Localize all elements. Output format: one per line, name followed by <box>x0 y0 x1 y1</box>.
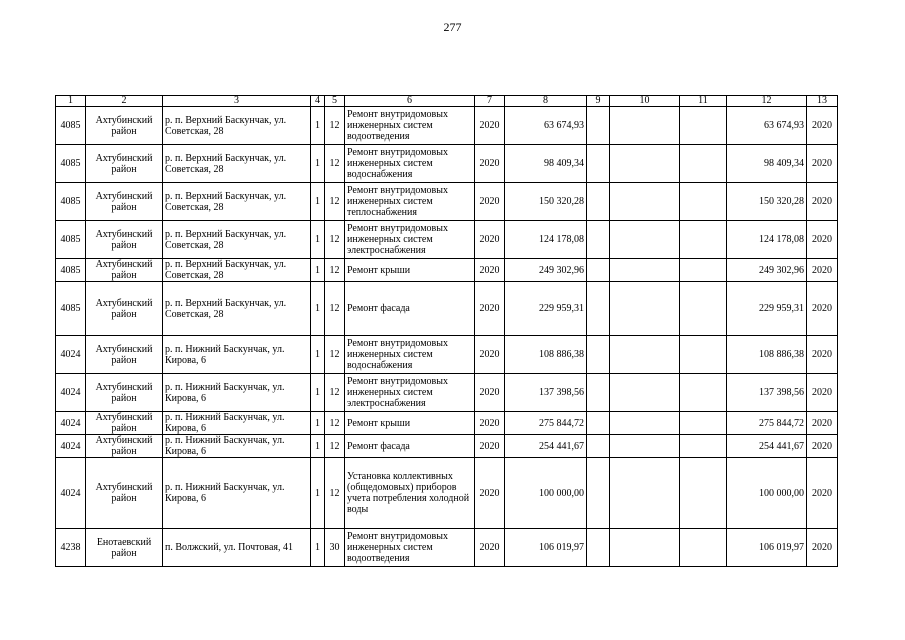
year-cell: 2020 <box>475 529 505 567</box>
table-row <box>56 183 838 221</box>
district-cell: Ахтубинский район <box>86 282 163 336</box>
district-cell: Ахтубинский район <box>86 412 163 435</box>
row-id: 4085 <box>56 259 86 282</box>
address-cell: р. п. Нижний Баскунчак, ул. Кирова, 6 <box>163 374 311 412</box>
column-header: 8 <box>505 96 587 107</box>
column-header: 1 <box>56 96 86 107</box>
completion-year-cell: 2020 <box>807 282 838 336</box>
work-type-cell: Ремонт внутридомовых инженерных систем электроснабжения <box>345 374 475 412</box>
table-row <box>56 259 838 282</box>
year-cell: 2020 <box>475 336 505 374</box>
register-table <box>55 95 838 567</box>
work-type-cell: Ремонт внутридомовых инженерных систем водоотведения <box>345 529 475 567</box>
column-header: 3 <box>163 96 311 107</box>
col5-cell: 12 <box>325 458 345 529</box>
address-cell: р. п. Верхний Баскунчак, ул. Советская, 28 <box>163 183 311 221</box>
col9-cell <box>587 145 610 183</box>
row-id: 4024 <box>56 374 86 412</box>
table-row <box>56 336 838 374</box>
district-cell: Ахтубинский район <box>86 183 163 221</box>
col5-cell: 12 <box>325 145 345 183</box>
district-cell: Ахтубинский район <box>86 458 163 529</box>
amount-cell: 124 178,08 <box>505 221 587 259</box>
col4-cell: 1 <box>311 458 325 529</box>
col11-cell <box>680 221 727 259</box>
total-amount-cell: 275 844,72 <box>727 412 807 435</box>
amount-cell: 108 886,38 <box>505 336 587 374</box>
col10-cell <box>610 259 680 282</box>
address-cell: р. п. Нижний Баскунчак, ул. Кирова, 6 <box>163 336 311 374</box>
district-cell: Ахтубинский район <box>86 374 163 412</box>
completion-year-cell: 2020 <box>807 412 838 435</box>
table-row <box>56 412 838 435</box>
row-id: 4085 <box>56 145 86 183</box>
address-cell: р. п. Верхний Баскунчак, ул. Советская, 28 <box>163 107 311 145</box>
amount-cell: 137 398,56 <box>505 374 587 412</box>
work-type-cell: Ремонт внутридомовых инженерных систем теплоснабжения <box>345 183 475 221</box>
table-row <box>56 221 838 259</box>
address-cell: р. п. Верхний Баскунчак, ул. Советская, 28 <box>163 259 311 282</box>
row-id: 4238 <box>56 529 86 567</box>
col10-cell <box>610 435 680 458</box>
year-cell: 2020 <box>475 412 505 435</box>
row-id: 4085 <box>56 183 86 221</box>
col11-cell <box>680 412 727 435</box>
total-amount-cell: 100 000,00 <box>727 458 807 529</box>
amount-cell: 229 959,31 <box>505 282 587 336</box>
address-cell: р. п. Нижний Баскунчак, ул. Кирова, 6 <box>163 458 311 529</box>
work-type-cell: Ремонт крыши <box>345 259 475 282</box>
row-id: 4024 <box>56 336 86 374</box>
district-cell: Ахтубинский район <box>86 221 163 259</box>
address-cell: п. Волжский, ул. Почтовая, 41 <box>163 529 311 567</box>
col5-cell: 12 <box>325 336 345 374</box>
year-cell: 2020 <box>475 221 505 259</box>
year-cell: 2020 <box>475 458 505 529</box>
completion-year-cell: 2020 <box>807 221 838 259</box>
col4-cell: 1 <box>311 529 325 567</box>
total-amount-cell: 63 674,93 <box>727 107 807 145</box>
total-amount-cell: 108 886,38 <box>727 336 807 374</box>
col9-cell <box>587 221 610 259</box>
col9-cell <box>587 107 610 145</box>
amount-cell: 275 844,72 <box>505 412 587 435</box>
district-cell: Ахтубинский район <box>86 107 163 145</box>
amount-cell: 106 019,97 <box>505 529 587 567</box>
work-type-cell: Ремонт внутридомовых инженерных систем водоснабжения <box>345 145 475 183</box>
col5-cell: 12 <box>325 435 345 458</box>
col11-cell <box>680 458 727 529</box>
col5-cell: 12 <box>325 107 345 145</box>
col9-cell <box>587 336 610 374</box>
col4-cell: 1 <box>311 221 325 259</box>
col5-cell: 12 <box>325 221 345 259</box>
column-header: 7 <box>475 96 505 107</box>
row-id: 4085 <box>56 282 86 336</box>
page-number: 277 <box>443 20 462 34</box>
amount-cell: 150 320,28 <box>505 183 587 221</box>
row-id: 4085 <box>56 221 86 259</box>
col4-cell: 1 <box>311 183 325 221</box>
col10-cell <box>610 221 680 259</box>
row-id: 4024 <box>56 458 86 529</box>
completion-year-cell: 2020 <box>807 336 838 374</box>
col11-cell <box>680 107 727 145</box>
completion-year-cell: 2020 <box>807 458 838 529</box>
col11-cell <box>680 183 727 221</box>
col9-cell <box>587 458 610 529</box>
table-row <box>56 458 838 529</box>
total-amount-cell: 137 398,56 <box>727 374 807 412</box>
total-amount-cell: 150 320,28 <box>727 183 807 221</box>
row-id: 4024 <box>56 412 86 435</box>
col10-cell <box>610 107 680 145</box>
col11-cell <box>680 145 727 183</box>
work-type-cell: Ремонт крыши <box>345 412 475 435</box>
amount-cell: 100 000,00 <box>505 458 587 529</box>
col11-cell <box>680 259 727 282</box>
work-type-cell: Ремонт внутридомовых инженерных систем водоснабжения <box>345 336 475 374</box>
col5-cell: 30 <box>325 529 345 567</box>
amount-cell: 254 441,67 <box>505 435 587 458</box>
total-amount-cell: 124 178,08 <box>727 221 807 259</box>
completion-year-cell: 2020 <box>807 145 838 183</box>
col11-cell <box>680 374 727 412</box>
work-type-cell: Ремонт фасада <box>345 282 475 336</box>
total-amount-cell: 98 409,34 <box>727 145 807 183</box>
column-header: 6 <box>345 96 475 107</box>
work-type-cell: Ремонт внутридомовых инженерных систем водоотведения <box>345 107 475 145</box>
col4-cell: 1 <box>311 374 325 412</box>
district-cell: Ахтубинский район <box>86 435 163 458</box>
col10-cell <box>610 145 680 183</box>
completion-year-cell: 2020 <box>807 183 838 221</box>
year-cell: 2020 <box>475 183 505 221</box>
year-cell: 2020 <box>475 259 505 282</box>
col4-cell: 1 <box>311 107 325 145</box>
col10-cell <box>610 336 680 374</box>
row-id: 4024 <box>56 435 86 458</box>
table-row <box>56 374 838 412</box>
row-id: 4085 <box>56 107 86 145</box>
year-cell: 2020 <box>475 145 505 183</box>
col5-cell: 12 <box>325 374 345 412</box>
column-header: 13 <box>807 96 838 107</box>
col10-cell <box>610 183 680 221</box>
col10-cell <box>610 529 680 567</box>
work-type-cell: Ремонт внутридомовых инженерных систем электроснабжения <box>345 221 475 259</box>
address-cell: р. п. Верхний Баскунчак, ул. Советская, 28 <box>163 282 311 336</box>
completion-year-cell: 2020 <box>807 107 838 145</box>
column-header: 11 <box>680 96 727 107</box>
amount-cell: 98 409,34 <box>505 145 587 183</box>
completion-year-cell: 2020 <box>807 529 838 567</box>
address-cell: р. п. Нижний Баскунчак, ул. Кирова, 6 <box>163 435 311 458</box>
column-header: 4 <box>311 96 325 107</box>
table-body <box>56 107 838 567</box>
col4-cell: 1 <box>311 145 325 183</box>
col9-cell <box>587 374 610 412</box>
col4-cell: 1 <box>311 412 325 435</box>
table-row <box>56 145 838 183</box>
col9-cell <box>587 529 610 567</box>
col11-cell <box>680 282 727 336</box>
completion-year-cell: 2020 <box>807 435 838 458</box>
col9-cell <box>587 282 610 336</box>
column-header: 9 <box>587 96 610 107</box>
amount-cell: 63 674,93 <box>505 107 587 145</box>
col9-cell <box>587 435 610 458</box>
column-header: 5 <box>325 96 345 107</box>
district-cell: Ахтубинский район <box>86 259 163 282</box>
amount-cell: 249 302,96 <box>505 259 587 282</box>
district-cell: Ахтубинский район <box>86 336 163 374</box>
col5-cell: 12 <box>325 282 345 336</box>
completion-year-cell: 2020 <box>807 374 838 412</box>
col9-cell <box>587 183 610 221</box>
address-cell: р. п. Верхний Баскунчак, ул. Советская, 28 <box>163 221 311 259</box>
work-type-cell: Ремонт фасада <box>345 435 475 458</box>
total-amount-cell: 106 019,97 <box>727 529 807 567</box>
table-row <box>56 107 838 145</box>
total-amount-cell: 249 302,96 <box>727 259 807 282</box>
year-cell: 2020 <box>475 374 505 412</box>
col5-cell: 12 <box>325 259 345 282</box>
col10-cell <box>610 282 680 336</box>
col11-cell <box>680 435 727 458</box>
year-cell: 2020 <box>475 282 505 336</box>
col11-cell <box>680 529 727 567</box>
table-row <box>56 435 838 458</box>
year-cell: 2020 <box>475 435 505 458</box>
table-row <box>56 529 838 567</box>
address-cell: р. п. Верхний Баскунчак, ул. Советская, 28 <box>163 145 311 183</box>
col5-cell: 12 <box>325 412 345 435</box>
col10-cell <box>610 458 680 529</box>
column-header: 12 <box>727 96 807 107</box>
column-header: 10 <box>610 96 680 107</box>
col9-cell <box>587 259 610 282</box>
total-amount-cell: 229 959,31 <box>727 282 807 336</box>
header-row <box>56 96 838 107</box>
year-cell: 2020 <box>475 107 505 145</box>
col5-cell: 12 <box>325 183 345 221</box>
col4-cell: 1 <box>311 435 325 458</box>
col4-cell: 1 <box>311 282 325 336</box>
col11-cell <box>680 336 727 374</box>
col9-cell <box>587 412 610 435</box>
table-row <box>56 282 838 336</box>
col4-cell: 1 <box>311 336 325 374</box>
work-type-cell: Установка коллективных (общедомовых) приборов учета потребления холодной воды <box>345 458 475 529</box>
address-cell: р. п. Нижний Баскунчак, ул. Кирова, 6 <box>163 412 311 435</box>
district-cell: Енотаевский район <box>86 529 163 567</box>
district-cell: Ахтубинский район <box>86 145 163 183</box>
total-amount-cell: 254 441,67 <box>727 435 807 458</box>
col10-cell <box>610 374 680 412</box>
column-header: 2 <box>86 96 163 107</box>
col4-cell: 1 <box>311 259 325 282</box>
col10-cell <box>610 412 680 435</box>
completion-year-cell: 2020 <box>807 259 838 282</box>
